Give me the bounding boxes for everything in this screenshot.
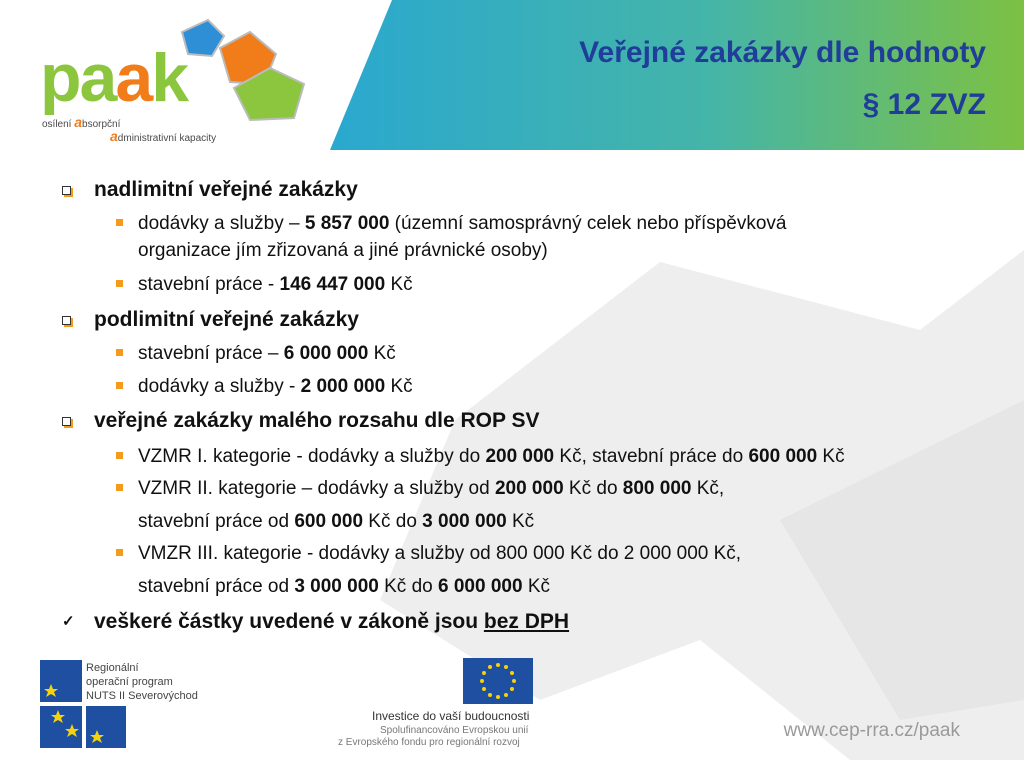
orange-bullet-icon [116,484,123,491]
eu-text-line1: Investice do vaší budoucnosti [372,709,530,723]
logo-wordmark: paak [40,40,188,116]
slide-subtitle: § 12 ZVZ [862,88,986,121]
eu-flag-icon [463,658,533,704]
square-bullet-icon [62,417,71,426]
slide-title: Veřejné zakázky dle hodnoty [579,36,986,69]
rop-text-line3: NUTS II Severovýchod [86,690,198,702]
eu-text-line3: z Evropského fondu pro regionální rozvoj [338,737,520,748]
square-bullet-icon [62,186,71,195]
check-icon: ✓ [62,613,75,630]
footer-url: www.cep-rra.cz/paak [783,720,960,741]
orange-bullet-icon [116,452,123,459]
logo-shapes-icon [180,14,310,124]
rop-text-line1: Regionální [86,662,139,674]
orange-bullet-icon [116,382,123,389]
square-bullet-icon [62,316,71,325]
logo-tagline-2: administrativní kapacity [110,128,217,144]
orange-bullet-icon [116,549,123,556]
list-item-continuation: organizace jím zřizovaná a jiné právnické osoby) [138,240,548,261]
eu-text-line2: Spolufinancováno Evropskou unií [380,725,529,736]
orange-bullet-icon [116,349,123,356]
logo-tagline-1: osílení absorpční [42,114,121,130]
orange-bullet-icon [116,280,123,287]
list-item-continuation: stavební práce od 600 000 Kč do 3 000 000 Kč [138,511,535,532]
rop-text-line2: operační program [86,676,173,688]
list-item-continuation: stavební práce od 3 000 000 Kč do 6 000 000 Kč [138,576,550,597]
orange-bullet-icon [116,219,123,226]
